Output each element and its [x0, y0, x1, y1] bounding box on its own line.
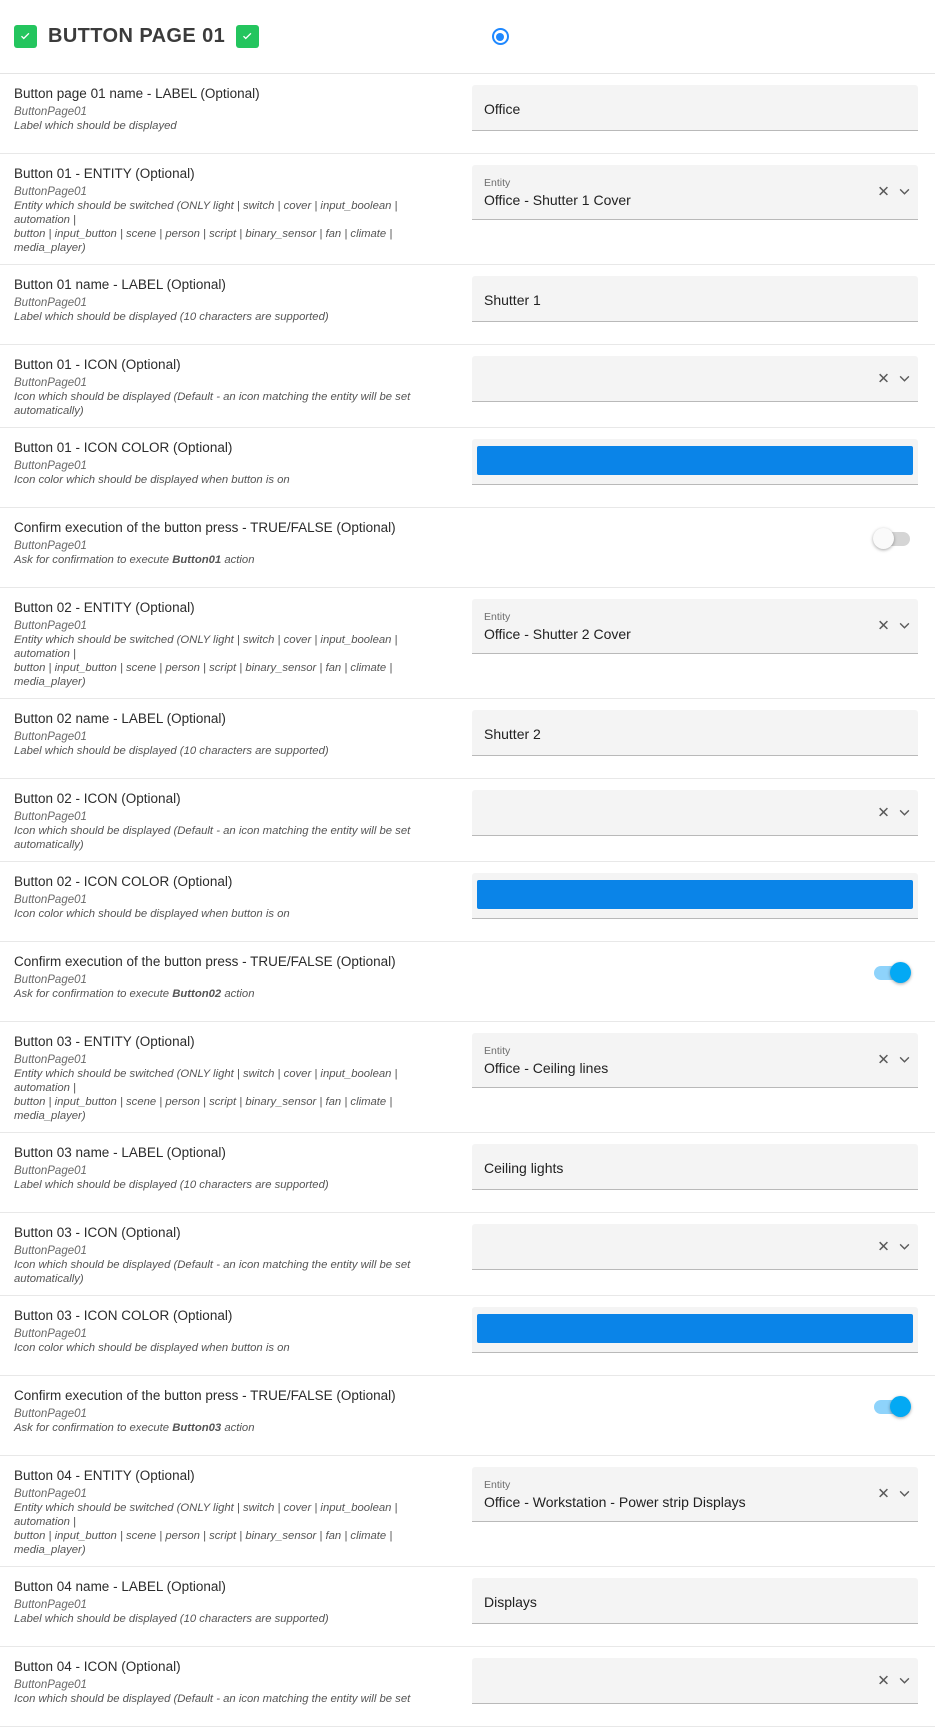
settings-row	[0, 1296, 935, 1376]
field-value: Office - Workstation - Power strip Displays	[484, 1494, 746, 1510]
color-swatch[interactable]	[477, 880, 913, 909]
color-picker[interactable]	[472, 873, 918, 919]
row-description: Icon which should be displayed (Default - an icon matching the entity will be set	[14, 1259, 411, 1271]
row-description: automatically)	[14, 1273, 84, 1285]
row-label-group	[0, 1467, 470, 1557]
row-key: ButtonPage01	[14, 460, 87, 472]
chevron-down-icon[interactable]	[899, 1491, 910, 1498]
row-label-group	[0, 165, 470, 255]
row-title: Confirm execution of the button press - TRUE/FALSE (Optional)	[14, 520, 396, 535]
row-description: Label which should be displayed (10 characters are supported)	[14, 745, 329, 757]
row-description-post: action	[221, 554, 255, 566]
field-controls	[877, 1051, 910, 1069]
row-title: Button 02 name - LABEL (Optional)	[14, 711, 226, 726]
row-key: ButtonPage01	[14, 894, 87, 906]
toggle-cell	[472, 953, 918, 993]
row-label-group	[0, 1578, 470, 1626]
row-title: Button 01 - ICON COLOR (Optional)	[14, 440, 233, 455]
row-label-group	[0, 1144, 470, 1192]
row-label-group	[0, 790, 470, 852]
row-key: ButtonPage01	[14, 1328, 87, 1340]
settings-row	[0, 1213, 935, 1296]
row-key: ButtonPage01	[14, 540, 87, 552]
field-controls	[877, 372, 910, 385]
settings-row	[0, 345, 935, 428]
row-label-group	[0, 710, 470, 758]
field-value: Office - Shutter 2 Cover	[484, 626, 631, 642]
row-label-group	[0, 1658, 470, 1706]
close-icon[interactable]: ✕	[877, 617, 890, 635]
row-key: ButtonPage01	[14, 731, 87, 743]
row-label-group	[0, 519, 470, 567]
field-sublabel: Entity	[484, 1045, 511, 1057]
field-sublabel: Entity	[484, 1479, 511, 1491]
row-control-group	[470, 599, 935, 654]
settings-row	[0, 699, 935, 779]
chevron-down-icon[interactable]	[899, 189, 910, 196]
row-control-group	[470, 1578, 935, 1624]
row-label-group	[0, 599, 470, 689]
settings-row	[0, 1022, 935, 1133]
close-icon[interactable]: ✕	[877, 370, 890, 387]
row-description: button | input_button | scene | person | script | binary_sensor | fan | climate | media_player)	[14, 1096, 393, 1122]
row-title: Button 03 name - LABEL (Optional)	[14, 1145, 226, 1160]
text-input[interactable]	[472, 1144, 918, 1190]
row-key: ButtonPage01	[14, 297, 87, 309]
row-label-group	[0, 1387, 470, 1435]
field-sublabel: Entity	[484, 611, 511, 623]
row-key: ButtonPage01	[14, 1054, 87, 1066]
close-icon[interactable]: ✕	[877, 1672, 890, 1689]
color-picker[interactable]	[472, 439, 918, 485]
text-input[interactable]	[472, 1467, 918, 1522]
row-description: Entity which should be switched (ONLY light | switch | cover | input_boolean | automation |	[14, 200, 398, 226]
row-title: Button page 01 name - LABEL (Optional)	[14, 86, 260, 101]
row-title: Button 02 - ICON (Optional)	[14, 791, 181, 806]
row-title: Button 02 - ICON COLOR (Optional)	[14, 874, 233, 889]
chevron-down-icon[interactable]	[899, 375, 910, 382]
row-key: ButtonPage01	[14, 377, 87, 389]
confirm-toggle[interactable]	[874, 1400, 910, 1414]
text-input[interactable]	[472, 1224, 918, 1270]
toggle-cell	[472, 519, 918, 559]
row-title: Confirm execution of the button press - TRUE/FALSE (Optional)	[14, 954, 396, 969]
row-description-post: action	[221, 1422, 255, 1434]
row-label-group	[0, 1307, 470, 1355]
row-title: Button 04 name - LABEL (Optional)	[14, 1579, 226, 1594]
row-control-group	[470, 1307, 935, 1353]
chevron-down-icon[interactable]	[899, 809, 910, 816]
row-label-group	[0, 873, 470, 921]
row-description	[14, 1421, 456, 1435]
check-icon-right[interactable]	[236, 25, 259, 48]
text-input[interactable]	[472, 356, 918, 402]
row-label-group	[0, 85, 470, 133]
row-key: ButtonPage01	[14, 1165, 87, 1177]
page-header	[0, 0, 935, 74]
row-description: Label which should be displayed (10 characters are supported)	[14, 311, 329, 323]
row-description: Icon color which should be displayed when button is on	[14, 474, 290, 486]
text-input[interactable]	[472, 165, 918, 220]
settings-row	[0, 74, 935, 154]
chevron-down-icon[interactable]	[899, 1677, 910, 1684]
text-input[interactable]	[472, 276, 918, 322]
field-controls	[877, 1674, 910, 1687]
field-controls	[877, 183, 910, 201]
row-description-target: Button02	[172, 988, 222, 1000]
field-controls	[877, 617, 910, 635]
row-description-target: Button03	[172, 1422, 222, 1434]
row-description: Icon which should be displayed (Default - an icon matching the entity will be set	[14, 1693, 411, 1705]
text-input[interactable]	[472, 710, 918, 756]
settings-row	[0, 1456, 935, 1567]
field-value: Office	[484, 100, 521, 117]
row-key: ButtonPage01	[14, 1408, 87, 1420]
row-description: Entity which should be switched (ONLY light | switch | cover | input_boolean | automation |	[14, 634, 398, 660]
row-label-group	[0, 356, 470, 418]
settings-row	[0, 1567, 935, 1647]
field-sublabel: Entity	[484, 177, 511, 189]
row-title: Button 01 name - LABEL (Optional)	[14, 277, 226, 292]
field-value: Ceiling lights	[484, 1159, 564, 1176]
row-control-group	[470, 1224, 935, 1270]
settings-row	[0, 508, 935, 588]
row-description-pre: Ask for confirmation to execute	[14, 988, 173, 1000]
row-title: Confirm execution of the button press - TRUE/FALSE (Optional)	[14, 1388, 396, 1403]
confirm-toggle[interactable]	[874, 532, 910, 546]
radio-selected-icon[interactable]	[490, 27, 510, 47]
row-key: ButtonPage01	[14, 1599, 87, 1611]
row-description: button | input_button | scene | person | script | binary_sensor | fan | climate | media_player)	[14, 662, 393, 688]
row-control-group	[470, 85, 935, 131]
row-title: Button 03 - ICON (Optional)	[14, 1225, 181, 1240]
field-value: Office - Shutter 1 Cover	[484, 192, 631, 208]
toggle-cell	[472, 1387, 918, 1427]
field-value: Office - Ceiling lines	[484, 1060, 609, 1076]
row-label-group	[0, 1224, 470, 1286]
row-description	[14, 553, 456, 567]
row-title: Button 03 - ENTITY (Optional)	[14, 1034, 195, 1049]
settings-row	[0, 265, 935, 345]
row-control-group	[470, 1467, 935, 1522]
field-value	[484, 805, 860, 823]
text-input[interactable]	[472, 599, 918, 654]
row-description: Label which should be displayed	[14, 120, 177, 132]
color-swatch[interactable]	[477, 446, 913, 475]
row-key: ButtonPage01	[14, 106, 87, 118]
row-key: ButtonPage01	[14, 1245, 87, 1257]
row-description: Icon which should be displayed (Default - an icon matching the entity will be set	[14, 825, 411, 837]
row-control-group	[470, 1144, 935, 1190]
row-key: ButtonPage01	[14, 620, 87, 632]
row-control-group	[470, 165, 935, 220]
settings-row	[0, 428, 935, 508]
row-control-group	[470, 1033, 935, 1088]
row-description: Label which should be displayed (10 characters are supported)	[14, 1179, 329, 1191]
row-control-group	[470, 710, 935, 756]
row-label-group	[0, 953, 470, 1001]
page-title: BUTTON PAGE 01	[48, 25, 226, 47]
row-control-group	[470, 356, 935, 402]
close-icon[interactable]: ✕	[877, 1485, 890, 1503]
toggle-knob	[890, 962, 911, 983]
row-description: button | input_button | scene | person | script | binary_sensor | fan | climate | media_player)	[14, 228, 393, 254]
field-controls	[877, 806, 910, 819]
settings-rows	[0, 74, 935, 1727]
row-title: Button 01 - ICON (Optional)	[14, 357, 181, 372]
chevron-down-icon[interactable]	[899, 1057, 910, 1064]
close-icon[interactable]: ✕	[877, 1051, 890, 1069]
row-description-pre: Ask for confirmation to execute	[14, 554, 173, 566]
row-description-post: action	[221, 988, 255, 1000]
check-icon-left[interactable]	[14, 25, 37, 48]
row-control-group	[470, 1387, 935, 1427]
row-description: Icon color which should be displayed when button is on	[14, 1342, 290, 1354]
field-value	[484, 371, 860, 389]
close-icon[interactable]: ✕	[877, 804, 890, 821]
field-value	[484, 1673, 860, 1691]
confirm-toggle[interactable]	[874, 966, 910, 980]
row-title: Button 02 - ENTITY (Optional)	[14, 600, 195, 615]
row-control-group	[470, 439, 935, 485]
settings-row	[0, 588, 935, 699]
row-description: automatically)	[14, 405, 84, 417]
text-input[interactable]	[472, 85, 918, 131]
row-control-group	[470, 276, 935, 322]
row-control-group	[470, 1658, 935, 1704]
row-description: automatically)	[14, 839, 84, 851]
field-controls	[877, 1240, 910, 1253]
chevron-down-icon[interactable]	[899, 1243, 910, 1250]
color-swatch[interactable]	[477, 1314, 913, 1343]
row-control-group	[470, 790, 935, 836]
field-value	[484, 1239, 860, 1257]
row-control-group	[470, 873, 935, 919]
row-description: Icon color which should be displayed when button is on	[14, 908, 290, 920]
settings-row	[0, 942, 935, 1022]
row-label-group	[0, 276, 470, 324]
toggle-knob	[873, 528, 894, 549]
field-value: Shutter 1	[484, 291, 541, 308]
row-description: Entity which should be switched (ONLY light | switch | cover | input_boolean | automation |	[14, 1502, 398, 1528]
row-control-group	[470, 953, 935, 993]
row-key: ButtonPage01	[14, 1488, 87, 1500]
row-description	[14, 987, 456, 1001]
settings-row	[0, 779, 935, 862]
row-title: Button 01 - ENTITY (Optional)	[14, 166, 195, 181]
text-input[interactable]	[472, 790, 918, 836]
row-description: button | input_button | scene | person | script | binary_sensor | fan | climate | media_player)	[14, 1530, 393, 1556]
settings-row	[0, 1647, 935, 1727]
row-key: ButtonPage01	[14, 974, 87, 986]
row-label-group	[0, 1033, 470, 1123]
field-value: Displays	[484, 1593, 537, 1610]
text-input[interactable]	[472, 1578, 918, 1624]
settings-row	[0, 862, 935, 942]
row-key: ButtonPage01	[14, 811, 87, 823]
row-description: Icon which should be displayed (Default - an icon matching the entity will be set	[14, 391, 411, 403]
chevron-down-icon[interactable]	[899, 623, 910, 630]
row-key: ButtonPage01	[14, 186, 87, 198]
field-value: Shutter 2	[484, 725, 541, 742]
color-picker[interactable]	[472, 1307, 918, 1353]
row-description: Entity which should be switched (ONLY light | switch | cover | input_boolean | automation |	[14, 1068, 398, 1094]
settings-row	[0, 1133, 935, 1213]
close-icon[interactable]: ✕	[877, 1238, 890, 1255]
text-input[interactable]	[472, 1658, 918, 1704]
row-description-pre: Ask for confirmation to execute	[14, 1422, 173, 1434]
text-input[interactable]	[472, 1033, 918, 1088]
row-label-group	[0, 439, 470, 487]
row-description-target: Button01	[172, 554, 222, 566]
toggle-knob	[890, 1396, 911, 1417]
settings-row	[0, 1376, 935, 1456]
row-control-group	[470, 519, 935, 559]
close-icon[interactable]: ✕	[877, 183, 890, 201]
settings-row	[0, 154, 935, 265]
row-description: Label which should be displayed (10 characters are supported)	[14, 1613, 329, 1625]
row-key: ButtonPage01	[14, 1679, 87, 1691]
row-title: Button 04 - ENTITY (Optional)	[14, 1468, 195, 1483]
row-title: Button 03 - ICON COLOR (Optional)	[14, 1308, 233, 1323]
field-controls	[877, 1485, 910, 1503]
row-title: Button 04 - ICON (Optional)	[14, 1659, 181, 1674]
